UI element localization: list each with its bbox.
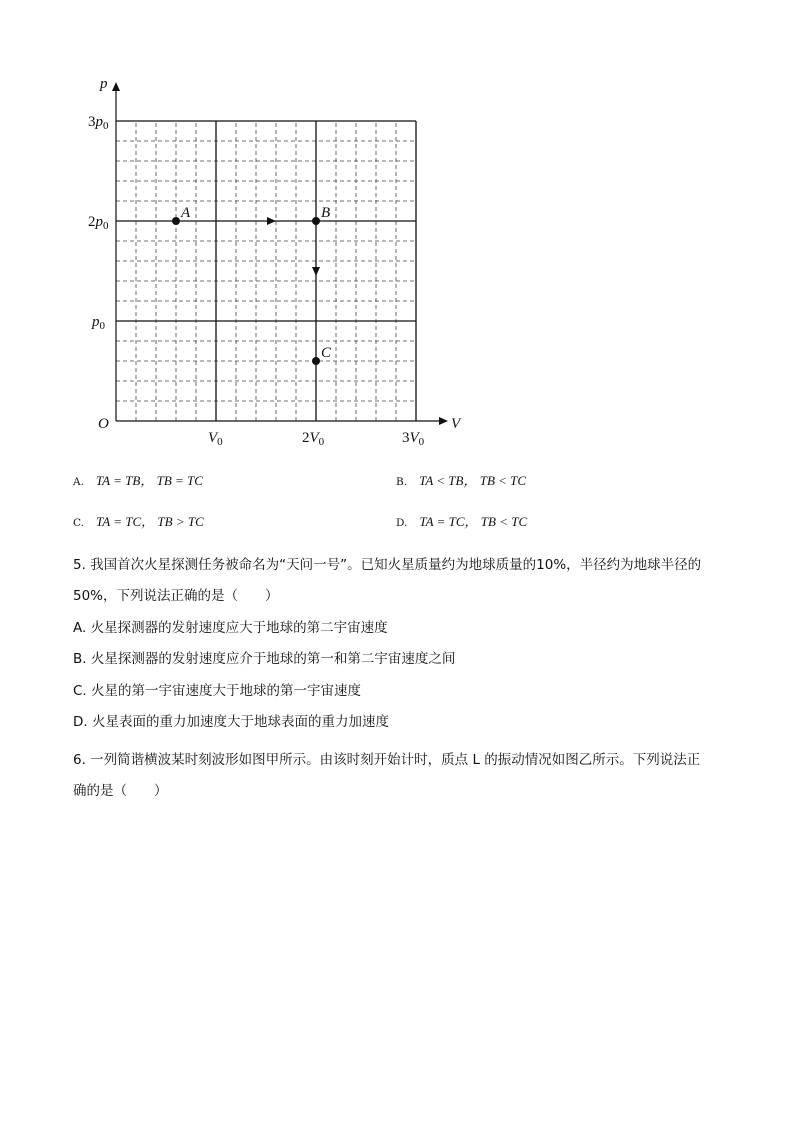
process-lines [267, 217, 320, 276]
q6-stem-line2: 确的是（ ） [73, 783, 168, 799]
option-text: TA = TC， TB < TC [419, 514, 528, 529]
option-letter: D. [396, 517, 408, 529]
solid-grid [116, 121, 416, 421]
x-tick-label: $2V_0$ [302, 430, 325, 448]
option-text: TA = TC， TB > TC [96, 514, 204, 529]
q5-option-d[interactable]: D. 火星表面的重力加速度大于地球表面的重力加速度 [73, 714, 389, 730]
q4-option-d[interactable] [396, 511, 527, 530]
q4-option-a[interactable] [73, 470, 203, 489]
arrow-a-to-b [267, 217, 276, 225]
state-label-a: A [181, 205, 191, 221]
option-letter: C. [73, 517, 84, 529]
q5-stem-line2: 50%，下列说法正确的是（ ） [73, 588, 279, 604]
y-tick-labels [88, 114, 109, 332]
origin-label: O [98, 416, 109, 432]
pv-diagram [80, 70, 480, 450]
q4-option-b[interactable] [396, 470, 526, 489]
option-text: TA < TB， TB < TC [419, 473, 527, 488]
axes [112, 82, 448, 425]
arrow-b-to-c [312, 267, 320, 276]
q4-option-c[interactable] [73, 511, 204, 530]
state-label-b: B [321, 205, 331, 221]
x-axis-arrow [439, 417, 448, 425]
y-tick-label: $2p_0$ [88, 214, 109, 232]
y-tick-label: $p_0$ [92, 314, 105, 332]
x-axis-label: V [451, 416, 461, 432]
x-tick-labels [208, 430, 425, 448]
y-axis-label: p [100, 76, 108, 92]
option-letter: A. [73, 476, 84, 488]
option-letter: B. [396, 476, 408, 488]
x-tick-label: $3V_0$ [402, 430, 425, 448]
state-point-b [312, 217, 320, 225]
state-label-c: C [321, 345, 332, 361]
dashed-grid [116, 121, 416, 421]
y-axis-arrow [112, 82, 120, 91]
q5-option-b[interactable]: B. 火星探测器的发射速度应介于地球的第一和第二宇宙速度之间 [73, 651, 456, 667]
q5-stem-line1: 5. 我国首次火星探测任务被命名为“天问一号”。已知火星质量约为地球质量的10%，半径约为地球半径的 [73, 557, 702, 573]
q5-option-c[interactable]: C. 火星的第一宇宙速度大于地球的第一宇宙速度 [73, 683, 362, 699]
state-point-c [312, 357, 320, 365]
q6-stem-line1: 6. 一列简谐横波某时刻波形如图甲所示。由该时刻开始计时，质点 L 的振动情况如图乙所示。下列说法正 [73, 752, 701, 768]
q5-option-a[interactable]: A. 火星探测器的发射速度应大于地球的第二宇宙速度 [73, 620, 388, 636]
y-tick-label: $3p_0$ [88, 114, 109, 132]
option-text: TA = TB， TB = TC [95, 473, 203, 488]
state-point-a [172, 217, 180, 225]
x-tick-label: $V_0$ [208, 430, 223, 448]
